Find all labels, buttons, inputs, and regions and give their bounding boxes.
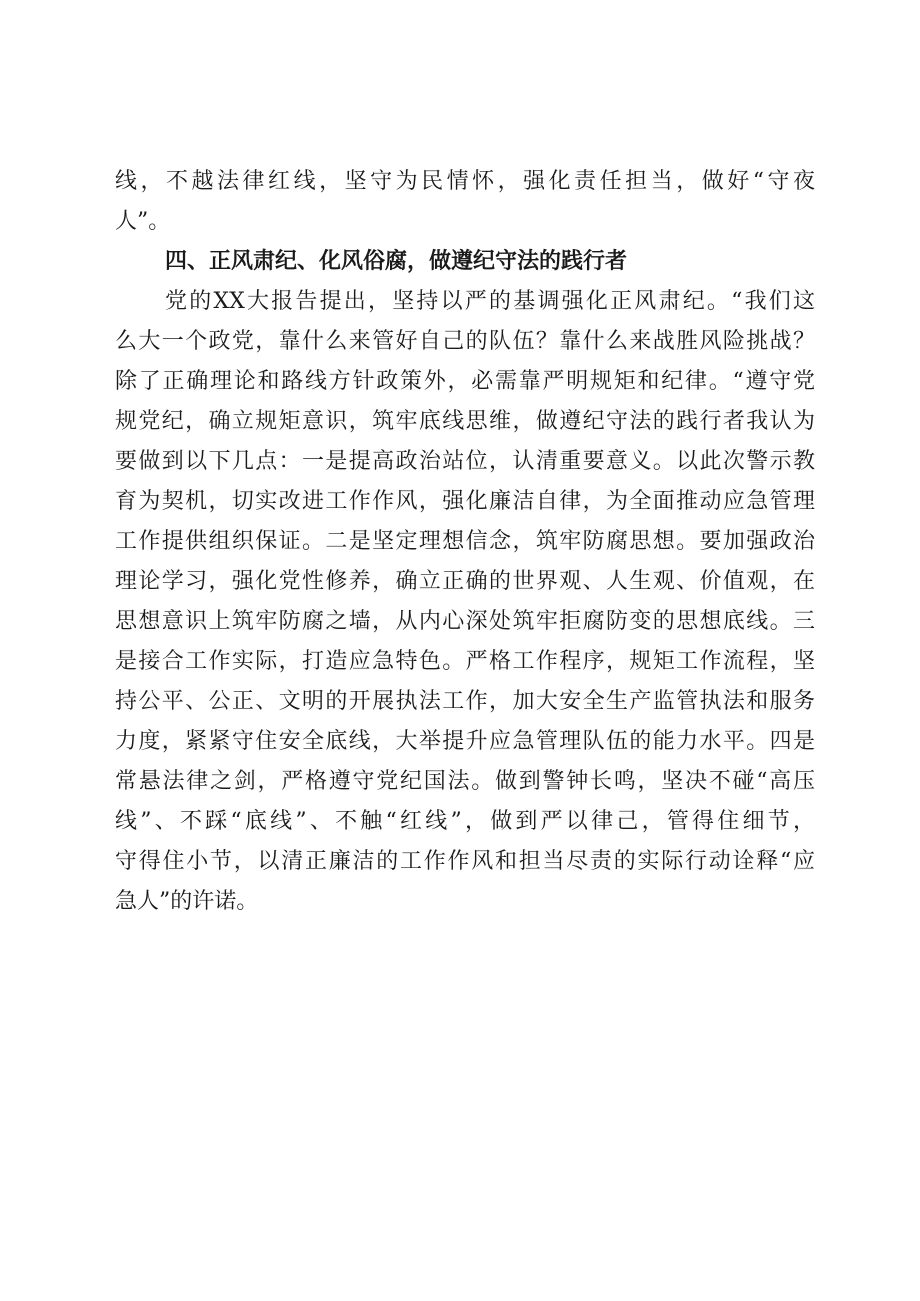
intro-line: 人”。	[115, 209, 171, 234]
paragraph-line: 要做到以下几点：一是提高政治站位，认清重要意义。以此次警示教	[115, 449, 815, 474]
paragraph-line: 线”、不踩“底线”、不触“红线”，做到严以律己，管得住细节，	[115, 809, 815, 834]
paragraph-line: 守得住小节，以清正廉洁的工作作风和担当尽责的实际行动诠释“应	[115, 849, 815, 874]
paragraph-line: 理论学习，强化党性修养，确立正确的世界观、人生观、价值观，在	[115, 569, 815, 594]
paragraph-line: 党的XX大报告提出，坚持以严的基调强化正风肃纪。“我们这	[165, 289, 815, 314]
intro-line: 线，不越法律红线，坚守为民情怀，强化责任担当，做好“守夜	[115, 169, 815, 194]
paragraph-line: 常悬法律之剑，严格遵守党纪国法。做到警钟长鸣，坚决不碰“高压	[115, 769, 815, 794]
paragraph-line: 规党纪，确立规矩意识，筑牢底线思维，做遵纪守法的践行者我认为	[115, 409, 815, 434]
paragraph-line: 么大一个政党，靠什么来管好自己的队伍？靠什么来战胜风险挑战？	[115, 329, 815, 354]
paragraph-line: 力度，紧紧守住安全底线，大举提升应急管理队伍的能力水平。四是	[115, 729, 815, 754]
paragraph-line: 育为契机，切实改进工作作风，强化廉洁自律，为全面推动应急管理	[115, 489, 815, 514]
section-heading: 四、正风肃纪、化风俗腐，做遵纪守法的践行者	[165, 249, 628, 274]
paragraph-line: 思想意识上筑牢防腐之墙，从内心深处筑牢拒腐防变的思想底线。三	[115, 609, 815, 634]
paragraph-line: 持公平、公正、文明的开展执法工作，加大安全生产监管执法和服务	[115, 689, 815, 714]
document-body	[115, 162, 815, 922]
paragraph-line: 急人”的许诺。	[115, 889, 259, 914]
paragraph-line: 除了正确理论和路线方针政策外，必需靠严明规矩和纪律。“遵守党	[115, 369, 815, 394]
paragraph-line: 是接合工作实际，打造应急特色。严格工作程序，规矩工作流程，坚	[115, 649, 815, 674]
paragraph-line: 工作提供组织保证。二是坚定理想信念，筑牢防腐思想。要加强政治	[115, 529, 815, 554]
